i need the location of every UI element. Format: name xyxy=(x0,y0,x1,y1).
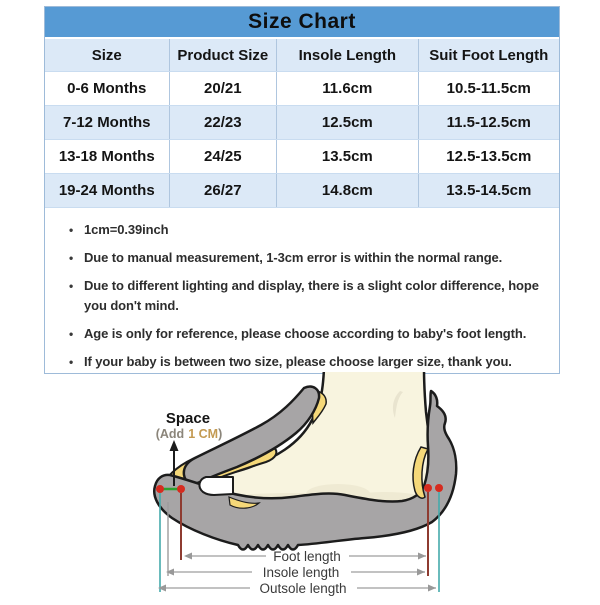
cell-size: 19-24 Months xyxy=(58,182,155,199)
cell-size: 7-12 Months xyxy=(63,114,151,131)
cell-insole-length: 14.8cm xyxy=(276,174,417,207)
cell-product-size: 26/27 xyxy=(169,174,277,207)
table-row xyxy=(45,71,559,105)
dimension-arrow xyxy=(184,553,192,560)
note-item: • 1cm=0.39inch xyxy=(67,220,551,240)
space-note-value: 1 CM xyxy=(188,427,219,441)
dimension-arrow xyxy=(428,585,436,592)
space-note-suffix: ) xyxy=(218,427,223,441)
marker-dot xyxy=(435,484,443,492)
space-note xyxy=(156,427,223,441)
table-header-row xyxy=(45,39,559,71)
notes-list xyxy=(67,220,551,372)
header-cell-product-size: Product Size xyxy=(169,39,277,71)
cell-product-size: 20/21 xyxy=(169,72,277,105)
toe-gap-notch xyxy=(199,477,233,495)
table-title: Size Chart xyxy=(45,7,559,39)
cell-size: 0-6 Months xyxy=(67,80,147,97)
cell-suit-foot-length: 10.5-11.5cm xyxy=(418,72,559,105)
space-label: Space xyxy=(165,410,211,427)
space-note-prefix: (Add xyxy=(155,427,185,441)
cell-product-size: 24/25 xyxy=(169,140,277,173)
marker-dot xyxy=(177,485,185,493)
notes-section xyxy=(45,207,559,373)
foot-diagram-svg xyxy=(0,372,600,600)
cell-insole-length: 13.5cm xyxy=(276,140,417,173)
note-item: • Due to different lighting and display, there is a slight color difference, hope you don't mind. xyxy=(67,276,551,316)
header-cell-insole-length: Insole Length xyxy=(276,39,417,71)
note-item: • Due to manual measurement, 1-3cm error is within the normal range. xyxy=(67,248,551,268)
dimension-arrow xyxy=(417,569,425,576)
header-cell-size: Size xyxy=(91,46,122,64)
dimension-arrow xyxy=(166,569,174,576)
measure-label-foot-length: Foot length xyxy=(273,549,341,564)
cell-suit-foot-length: 11.5-12.5cm xyxy=(418,106,559,139)
measure-label-outsole-length: Outsole length xyxy=(259,581,347,596)
note-item: • If your baby is between two size, please choose larger size, thank you. xyxy=(67,352,551,372)
table-row xyxy=(45,105,559,139)
cell-suit-foot-length: 13.5-14.5cm xyxy=(418,174,559,207)
cell-suit-foot-length: 12.5-13.5cm xyxy=(418,140,559,173)
marker-dot xyxy=(156,485,164,493)
dimension-arrow xyxy=(418,553,426,560)
cell-size: 13-18 Months xyxy=(58,148,155,165)
space-arrow-head xyxy=(170,440,179,451)
cell-insole-length: 12.5cm xyxy=(276,106,417,139)
cell-insole-length: 11.6cm xyxy=(276,72,417,105)
cell-product-size: 22/23 xyxy=(169,106,277,139)
note-item: • Age is only for reference, please choose according to baby's foot length. xyxy=(67,324,551,344)
header-cell-suit-foot-length: Suit Foot Length xyxy=(418,39,559,71)
marker-dot xyxy=(424,484,432,492)
table-row xyxy=(45,139,559,173)
foot-measurement-diagram xyxy=(0,372,600,600)
size-chart-table xyxy=(44,6,560,374)
measure-label-insole-length: Insole length xyxy=(262,565,340,580)
table-row xyxy=(45,173,559,207)
